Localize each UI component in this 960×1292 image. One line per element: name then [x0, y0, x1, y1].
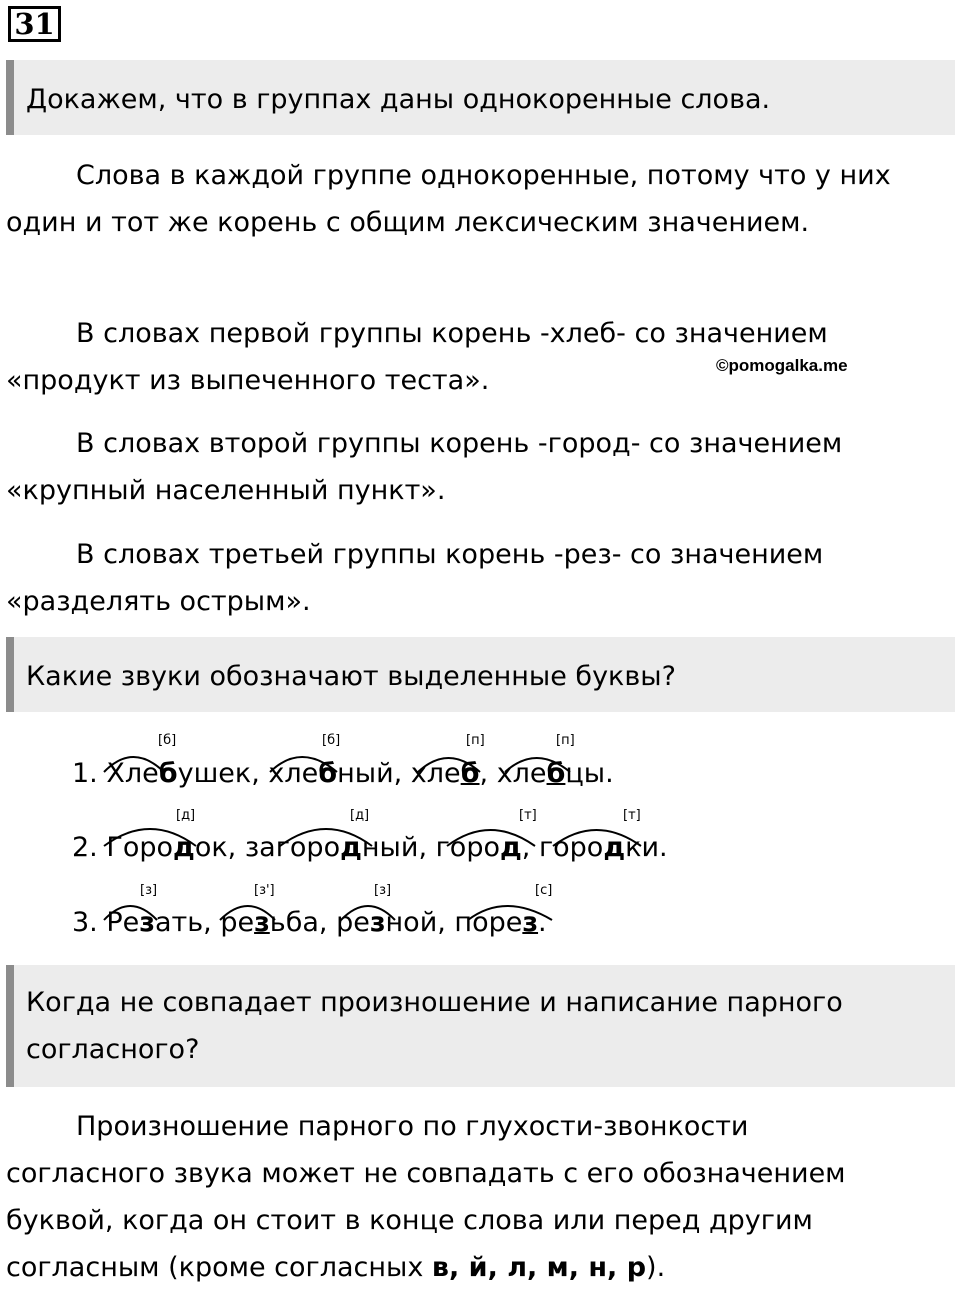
paragraph-1: [6, 152, 906, 246]
highlighted-letter: д: [173, 832, 195, 863]
paragraph-5-end: ).: [646, 1252, 666, 1283]
paragraph-3: [6, 420, 906, 514]
sound-label: [т]: [519, 808, 537, 823]
example-line-3: 3. Резать, резьба, резной, порез.: [72, 907, 547, 938]
line-number: 1.: [72, 758, 98, 789]
paragraph-5: [6, 1103, 906, 1291]
highlighted-letter: д: [499, 832, 522, 863]
question-1: Докажем, что в группах даны однокоренные слова.: [6, 60, 955, 135]
sound-label: [д]: [176, 808, 196, 823]
highlighted-letter: д: [340, 832, 362, 863]
sound-label: [б]: [158, 733, 177, 748]
sound-label: [д]: [350, 808, 370, 823]
paragraph-3-text: В словах второй группы корень -город- со значением «крупный населенный пункт».: [6, 428, 843, 506]
word-part: хле: [496, 758, 547, 789]
line-number: 2.: [72, 832, 98, 863]
question-3: Когда не совпадает произношение и написание парного согласного?: [6, 965, 955, 1087]
highlighted-letter: з: [369, 907, 386, 938]
word-part: Горо: [106, 832, 174, 863]
sound-label: [з]: [140, 883, 158, 898]
word-part: цы: [565, 758, 606, 789]
highlighted-letter: з: [254, 907, 270, 938]
exercise-number: 31: [8, 6, 61, 42]
sound-label: [з]: [374, 883, 392, 898]
paragraph-5-text: Произношение парного по глухости-звонкости согласного звука может не совпадать с его обозначением буквой, когда он стоит в конце слова или перед другим согласным (кроме согласных: [6, 1111, 846, 1283]
word-part: Ре: [106, 907, 140, 938]
example-line-2: 2. Городок, загородный, город, городки.: [72, 832, 668, 863]
sound-label: [с]: [535, 883, 553, 898]
word-part: ки: [625, 832, 660, 863]
word-part: хле: [410, 758, 461, 789]
line-number: 3.: [72, 907, 98, 938]
paragraph-1-text: Слова в каждой группе однокоренные, потому что у них один и тот же корень с общим лексическим значением.: [6, 160, 891, 238]
word-part: ушек: [177, 758, 252, 789]
highlighted-letter: б: [318, 758, 338, 789]
word-part: Хле: [106, 758, 159, 789]
question-2: Какие звуки обозначают выделенные буквы?: [6, 637, 955, 712]
word-part: ной: [385, 907, 438, 938]
example-line-1: 1. Хлебушек, хлебный, хлеб, хлебцы.: [72, 758, 614, 789]
paragraph-5-bold: в, й, л, м, н, р: [431, 1252, 647, 1283]
word-part: хле: [268, 758, 319, 789]
word-part: поре: [454, 907, 523, 938]
word-part: ный: [361, 832, 419, 863]
word-part: ре: [220, 907, 255, 938]
word-part: загоро: [244, 832, 341, 863]
paragraph-4-text: В словах третьей группы корень -рез- со значением «разделять острым».: [6, 539, 824, 617]
word-part: ный: [337, 758, 394, 789]
sound-label: [п]: [466, 733, 485, 748]
highlighted-letter: б: [546, 758, 566, 789]
word-part: горо: [435, 832, 500, 863]
highlighted-letter: б: [158, 758, 178, 789]
paragraph-4: [6, 531, 906, 625]
paragraph-2-text: В словах первой группы корень -хлеб- со значением «продукт из выпеченного теста».: [6, 318, 828, 396]
sound-label: [з']: [254, 883, 275, 898]
highlighted-letter: д: [603, 832, 626, 863]
highlighted-letter: з: [139, 907, 155, 938]
word-part: ок: [194, 832, 228, 863]
sound-label: [б]: [322, 733, 341, 748]
highlighted-letter: б: [460, 758, 480, 789]
sound-label: [т]: [623, 808, 641, 823]
highlighted-letter: з: [522, 907, 539, 938]
word-part: горо: [538, 832, 604, 863]
sound-label: [п]: [556, 733, 575, 748]
word-part: ре: [336, 907, 370, 938]
word-part: ьба: [269, 907, 319, 938]
watermark: ©pomogalka.me: [716, 356, 848, 375]
word-part: ать: [154, 907, 204, 938]
